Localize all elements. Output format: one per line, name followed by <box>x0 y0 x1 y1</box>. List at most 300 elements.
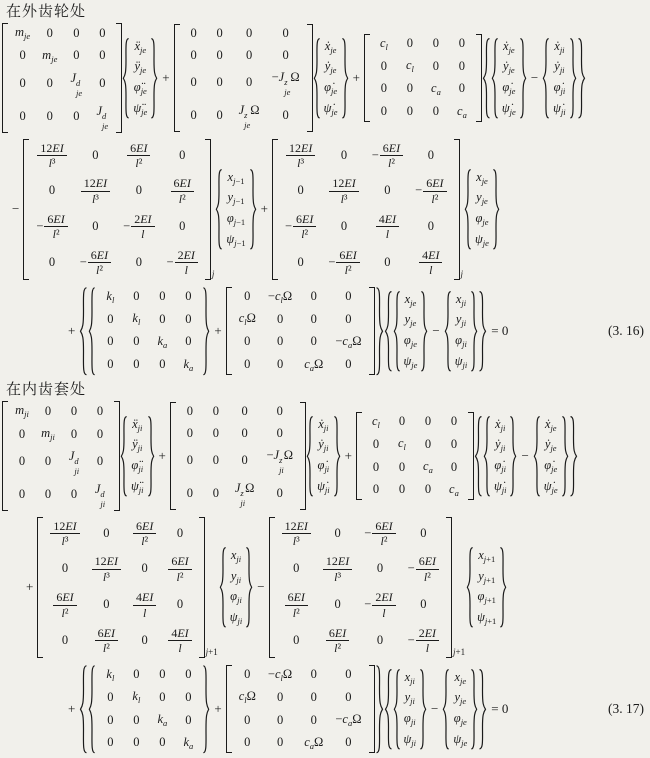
matrix-cell: 0 <box>372 459 380 474</box>
matrix-cell: 0 <box>334 525 341 540</box>
matrix-cell: 0 <box>133 735 140 750</box>
matrix-cell: 0 <box>293 561 300 576</box>
matrix-cell: 0 <box>212 404 219 419</box>
operator: + <box>214 322 222 338</box>
matrix-cell: $c_l\Omega$ <box>238 311 256 328</box>
fraction: − $\frac{6EI}{\text{l²}}$ <box>408 554 439 584</box>
operator: + <box>344 448 352 463</box>
column-vector <box>215 168 256 251</box>
matrix-cell: $\varphï_{je}$ <box>133 79 147 96</box>
matrix-cell: 0 <box>398 414 406 429</box>
matrix-cell: 0 <box>212 486 219 501</box>
matrix-cell: 0 <box>334 597 341 612</box>
matrix <box>23 138 215 281</box>
fraction: − $\frac{6EI}{\text{l²}}$ <box>328 248 359 278</box>
matrix <box>174 23 313 132</box>
matrix-cell: 0 <box>345 311 352 326</box>
curly-brace <box>384 668 393 751</box>
equation-row <box>2 285 650 378</box>
matrix-cell: 0 <box>450 436 458 451</box>
matrix-cell: $\psi_{je}$ <box>403 353 418 370</box>
curly-brace <box>150 37 158 120</box>
fraction: − $\frac{6EI}{\text{l²}}$ <box>36 212 67 242</box>
fraction: $\frac{6EI}{\text{l²}}$ <box>326 626 349 656</box>
curly-brace <box>542 37 550 120</box>
matrix-cell: 0 <box>61 633 69 648</box>
matrix-cell: $\varphi̇_{je}$ <box>544 458 558 474</box>
matrix-cell: 0 <box>244 735 251 750</box>
fraction: $\frac{12EI}{\text{l³}}$ <box>92 554 121 584</box>
matrix-cell: 0 <box>432 104 440 118</box>
matrix-cell: 0 <box>450 459 458 474</box>
matrix-cell: 0 <box>99 76 106 91</box>
matrix-cell: 0 <box>107 689 114 704</box>
matrix-cell: 0 <box>376 633 384 648</box>
matrix-cell <box>133 519 156 549</box>
matrix-cell: $\psi_{ji}$ <box>403 731 416 748</box>
fraction: − $\frac{2EI}{l}$ <box>123 212 154 242</box>
matrix-cell <box>285 212 316 242</box>
matrix-cell: 0 <box>70 487 78 502</box>
matrix-cell <box>364 590 395 620</box>
matrix-cell: ẏ$_{ji}$ <box>495 437 506 454</box>
fraction: $\frac{12EI}{\text{l³}}$ <box>286 141 315 171</box>
matrix-cell: ẋ$_{je}$ <box>544 416 557 433</box>
matrix <box>226 664 375 755</box>
matrix-cell <box>282 519 311 549</box>
matrix-cell: 0 <box>179 219 186 234</box>
matrix-cell: 0 <box>133 289 140 304</box>
matrix-cell: 0 <box>245 26 253 41</box>
curly-brace <box>478 668 487 751</box>
braced-group <box>79 285 383 378</box>
matrix-cell: 0 <box>310 689 317 704</box>
matrix-cell: $y_{ji}$ <box>455 312 467 329</box>
matrix-cell: 0 <box>19 48 26 63</box>
matrix-cell: 0 <box>406 81 414 96</box>
matrix-cell: $\psi̇_{je}$ <box>323 100 338 117</box>
matrix-cell: 0 <box>384 254 391 269</box>
bracket-right <box>454 139 460 280</box>
matrix-cell: 0 <box>340 147 348 162</box>
matrix-cell: 0 <box>245 75 253 90</box>
matrix-cell: $\psi̇_{ji}$ <box>553 100 566 117</box>
matrix-cell: 0 <box>107 735 114 750</box>
curly-brace <box>474 415 483 498</box>
equation-row <box>2 138 650 281</box>
braced-group <box>384 289 488 374</box>
matrix-cell: 0 <box>216 108 223 123</box>
curly-brace <box>569 415 578 498</box>
matrix-cell: $y_{je}$ <box>454 690 467 707</box>
curly-brace <box>482 37 491 120</box>
matrix-cell: ẋ$_{ji}$ <box>318 416 329 433</box>
matrix-cell <box>36 212 67 242</box>
matrix-cell: $y_{ji}$ <box>230 568 242 585</box>
column-vector <box>466 546 507 629</box>
matrix-cell: $y_{je}$ <box>476 190 488 207</box>
matrix-cell <box>408 626 439 656</box>
matrix-cell: ẋ$_{ji}$ <box>554 38 565 55</box>
matrix-cell: 0 <box>18 487 26 502</box>
matrix-cell: 0 <box>99 48 106 63</box>
matrix-cell: $\varphi_{je}$ <box>475 211 489 228</box>
matrix-cell: 0 <box>276 334 284 349</box>
matrix-cell: $y_{j-1}$ <box>227 190 245 207</box>
curly-brace <box>79 286 88 377</box>
column-vector <box>120 415 155 498</box>
section-external-gear <box>2 3 650 380</box>
matrix <box>226 286 375 377</box>
matrix-cell <box>80 248 111 278</box>
matrix-cell: $m_{je}$ <box>15 25 31 42</box>
matrix-cell: 0 <box>133 334 140 349</box>
matrix-cell: $c_a$ <box>423 459 433 475</box>
fraction: $\frac{4EI}{l}$ <box>133 590 156 620</box>
operator: + <box>162 69 170 85</box>
matrix-cell: 0 <box>185 289 192 304</box>
curly-brace <box>561 415 569 498</box>
matrix-cell: $k_l$ <box>132 311 141 328</box>
matrix-cell: 0 <box>424 482 432 497</box>
matrix-cell: $k_a$ <box>157 333 168 350</box>
matrix-cell: 0 <box>450 414 458 429</box>
matrix-cell: 0 <box>310 667 317 682</box>
matrix-cell: 0 <box>406 104 414 118</box>
fraction: $\frac{12EI}{\text{l³}}$ <box>282 519 311 549</box>
matrix-cell: $c_a$ <box>431 80 441 97</box>
curly-brace <box>442 668 450 751</box>
fraction: $\frac{6EI}{\text{l²}}$ <box>133 519 156 549</box>
fraction: $\frac{6EI}{\text{l²}}$ <box>95 626 118 656</box>
bracket-right <box>369 665 375 754</box>
matrix-cell: 0 <box>99 25 106 40</box>
fraction: $\frac{4EI}{l}$ <box>376 212 399 242</box>
matrix-cell: 0 <box>44 403 52 418</box>
matrix-cell: 0 <box>73 109 80 124</box>
matrix-cell: 0 <box>293 633 300 648</box>
matrix-cell: $\psï_{ji}$ <box>131 478 144 495</box>
operator: + <box>68 701 76 716</box>
matrix-cell: 0 <box>244 289 251 304</box>
braced-group <box>79 663 383 756</box>
column-vector <box>393 290 429 373</box>
matrix-cell: 0 <box>159 735 166 750</box>
curly-brace <box>569 37 577 120</box>
matrix-cell: 0 <box>244 357 251 371</box>
matrix-cell: $\psi̇_{je}$ <box>501 100 516 117</box>
column-vector <box>122 37 158 120</box>
column-vector <box>483 415 518 498</box>
curly-brace <box>384 290 393 373</box>
curly-brace <box>313 37 321 120</box>
operator: + <box>68 322 76 338</box>
matrix-cell: $-c_a\Omega$ <box>335 712 362 728</box>
matrix-cell: 0 <box>179 147 186 162</box>
matrix-cell: 0 <box>133 712 140 727</box>
matrix-cell: 0 <box>96 426 104 441</box>
matrix-cell: 0 <box>241 404 248 419</box>
matrix-cell: $\varphi_{je}$ <box>403 332 417 349</box>
matrix-cell: 0 <box>420 525 427 540</box>
equation-3-17 <box>2 399 650 758</box>
curly-brace <box>533 415 541 498</box>
fraction: − $\frac{2EI}{l}$ <box>364 590 395 620</box>
matrix-cell: 0 <box>244 667 251 682</box>
column-vector <box>219 546 254 629</box>
matrix-cell: 0 <box>427 219 434 234</box>
matrix-cell: 0 <box>276 357 284 371</box>
matrix-cell: 0 <box>159 357 166 371</box>
matrix <box>269 516 467 659</box>
section-heading-internal-gear-sleeve: 在内齿套处 <box>6 380 87 399</box>
bracket-right <box>446 517 452 658</box>
matrix-cell: 0 <box>96 454 104 469</box>
equation-row <box>2 400 650 511</box>
matrix-cell: 0 <box>18 426 26 441</box>
matrix-cell: $\psi_{ji}$ <box>229 609 243 626</box>
matrix-cell: 0 <box>384 183 391 198</box>
matrix-cell: $ÿ_{je}$ <box>134 59 147 76</box>
matrix-cell: 0 <box>159 689 166 704</box>
curly-brace <box>393 290 401 373</box>
matrix-cell <box>376 212 399 242</box>
operator: = 0 <box>491 701 509 716</box>
matrix-cell <box>92 554 121 584</box>
matrix-cell <box>329 176 358 206</box>
curly-brace <box>122 37 130 120</box>
matrix-cell: $\varphi̇_{ji}$ <box>317 458 330 474</box>
matrix-cell: 0 <box>458 58 466 73</box>
matrix-cell: 0 <box>107 712 114 727</box>
matrix-cell: $k_l$ <box>106 288 115 305</box>
matrix-cell: 0 <box>276 735 284 750</box>
matrix-subscript: j+1 <box>453 646 466 657</box>
matrix-subscript: j+1 <box>205 646 218 657</box>
matrix-cell: 0 <box>212 426 219 440</box>
matrix-cell <box>167 248 198 278</box>
matrix-cell <box>415 176 446 206</box>
operator: + <box>26 579 34 595</box>
matrix-cell: 0 <box>297 254 304 269</box>
matrix-cell: ẍ$_{je}$ <box>134 38 147 55</box>
matrix-cell: 0 <box>190 108 197 123</box>
curly-brace <box>219 546 227 629</box>
matrix-cell: ẍ$_{ji}$ <box>132 416 143 433</box>
curly-brace <box>483 415 491 498</box>
matrix-cell: ẏ$_{ji}$ <box>554 59 565 76</box>
matrix-cell: $k_a$ <box>183 356 194 373</box>
matrix-cell: 0 <box>276 712 284 727</box>
matrix-cell: 0 <box>424 414 432 429</box>
matrix-cell: 0 <box>186 404 193 419</box>
matrix-cell: 0 <box>176 597 184 612</box>
matrix-cell: 0 <box>107 357 114 371</box>
matrix-cell: 0 <box>380 104 388 118</box>
curly-brace <box>420 290 428 373</box>
matrix-cell: 0 <box>19 76 26 91</box>
matrix-cell: 0 <box>432 36 440 51</box>
matrix-cell: 0 <box>159 311 166 326</box>
matrix-cell: $c_a\Omega$ <box>304 356 324 373</box>
matrix-cell: 0 <box>19 109 26 124</box>
braced-group <box>474 414 578 499</box>
matrix-cell: 0 <box>92 219 99 234</box>
curly-brace <box>499 546 507 629</box>
fraction: $\frac{6EI}{\text{l²}}$ <box>127 141 150 171</box>
matrix <box>272 138 464 281</box>
curly-brace <box>245 546 253 629</box>
matrix-cell: 0 <box>133 667 140 682</box>
curly-brace <box>375 664 384 755</box>
matrix-cell: 0 <box>185 667 192 682</box>
fraction: − $\frac{6EI}{\text{l²}}$ <box>285 212 316 242</box>
curly-brace <box>393 668 401 751</box>
matrix-cell: $y_{ji}$ <box>404 690 415 707</box>
curly-brace <box>419 668 427 751</box>
matrix-cell: 0 <box>244 334 251 349</box>
matrix <box>37 516 218 659</box>
matrix-cell: ẋ$_{ji}$ <box>495 416 506 433</box>
fraction: $\frac{6EI}{\text{l²}}$ <box>171 176 194 206</box>
matrix-cell: 0 <box>276 426 283 440</box>
matrix-cell: $\varphï_{ji}$ <box>131 458 144 474</box>
matrix-cell <box>286 141 315 171</box>
matrix-cell: $k_l$ <box>106 666 115 683</box>
curly-brace <box>202 664 210 755</box>
column-vector <box>306 415 341 498</box>
matrix-cell: 0 <box>46 109 53 124</box>
matrix-cell: $\psi_{ji}$ <box>454 353 468 370</box>
matrix-cell: J d je <box>70 70 83 98</box>
matrix-cell: $c_a\Omega$ <box>304 734 324 751</box>
matrix-cell: $\varphi_{ji}$ <box>403 711 416 727</box>
fraction: − $\frac{6EI}{\text{l²}}$ <box>364 519 395 549</box>
matrix-cell: 0 <box>135 254 142 269</box>
matrix-cell: 0 <box>190 26 197 41</box>
matrix-cell: $-c_l\Omega$ <box>267 288 293 305</box>
operator: + <box>352 69 360 85</box>
matrix-cell <box>168 626 191 656</box>
matrix-cell: 0 <box>135 183 142 198</box>
matrix-cell: 0 <box>70 403 78 418</box>
matrix-cell: $x_{j-1}$ <box>227 169 245 186</box>
matrix-cell: 0 <box>141 561 148 576</box>
matrix-cell: 0 <box>376 561 384 576</box>
fraction: $\frac{12EI}{\text{l³}}$ <box>329 176 358 206</box>
matrix-cell: $\varphi̇_{je}$ <box>324 79 338 96</box>
matrix <box>2 400 120 511</box>
matrix-cell: 0 <box>372 482 380 497</box>
curly-brace <box>375 286 384 377</box>
matrix-cell: J d je <box>96 103 109 131</box>
matrix-cell <box>408 554 439 584</box>
matrix-cell: 0 <box>190 47 197 62</box>
matrix-cell: $c_l$ <box>397 436 406 453</box>
matrix-cell: $\varphi_{j+1}$ <box>477 589 496 606</box>
matrix-cell: $\psi_{je}$ <box>453 731 468 748</box>
matrix-cell: ẏ$_{je}$ <box>503 59 515 76</box>
matrix-cell: 0 <box>73 48 80 63</box>
matrix-cell: 0 <box>241 426 248 440</box>
matrix-cell: 0 <box>96 403 104 418</box>
column-vector <box>393 668 428 751</box>
fraction: − $\frac{2EI}{l}$ <box>167 248 198 278</box>
matrix-cell: $k_l$ <box>132 689 141 706</box>
matrix-cell: J d ji <box>68 448 80 477</box>
curly-brace <box>491 37 499 120</box>
matrix-cell: 0 <box>458 81 466 96</box>
matrix-cell: 0 <box>103 525 110 540</box>
bracket-right <box>369 287 375 376</box>
matrix-cell: 0 <box>70 426 78 441</box>
matrix-cell <box>95 626 118 656</box>
matrix-cell: −J z je Ω <box>271 69 300 97</box>
matrix-cell: $\psi_{j+1}$ <box>477 609 497 626</box>
fraction: $\frac{12EI}{\text{l³}}$ <box>50 519 79 549</box>
matrix-cell: 0 <box>297 183 304 198</box>
matrix-cell: $-c_a\Omega$ <box>335 333 362 350</box>
matrix-cell: $x_{j+1}$ <box>478 547 496 564</box>
matrix-cell: 0 <box>241 453 248 468</box>
matrix-cell <box>168 554 191 584</box>
matrix-cell: 0 <box>159 289 166 304</box>
curly-brace <box>306 415 314 498</box>
matrix-cell: 0 <box>406 36 414 51</box>
matrix-cell: 0 <box>185 334 192 349</box>
matrix-cell: $\psi̇_{je}$ <box>543 478 558 495</box>
matrix-cell: 0 <box>276 404 283 419</box>
matrix-cell: $\psï_{je}$ <box>133 100 148 117</box>
matrix-cell: 0 <box>185 689 192 704</box>
matrix-cell: 0 <box>186 486 193 501</box>
matrix-cell: $k_a$ <box>157 712 168 728</box>
matrix-cell: $c_l$ <box>371 413 380 430</box>
curly-brace <box>147 415 155 498</box>
matrix-cell: $\varphi̇_{je}$ <box>502 79 516 96</box>
matrix <box>88 286 210 377</box>
matrix-cell: 0 <box>282 26 289 41</box>
matrix-cell: $\varphi_{ji}$ <box>230 589 242 606</box>
operator: + <box>158 448 166 463</box>
matrix-cell: 0 <box>310 311 317 326</box>
matrix-cell: 0 <box>345 289 352 304</box>
matrix-cell: ẋ$_{je}$ <box>503 38 515 55</box>
matrix-cell: $\psi_{j-1}$ <box>226 231 246 248</box>
fraction: $\frac{4EI}{l}$ <box>168 626 191 656</box>
braced-group <box>482 36 586 121</box>
fraction: $\frac{12EI}{\text{l³}}$ <box>81 176 110 206</box>
matrix-cell: $c_a$ <box>457 103 467 120</box>
matrix-cell: $x_{ji}$ <box>455 291 467 308</box>
operator: − <box>432 322 440 338</box>
operator: + <box>260 201 268 217</box>
matrix-subscript: j <box>460 268 464 279</box>
matrix-cell: 0 <box>345 735 352 750</box>
fraction: $\frac{6EI}{\text{l²}}$ <box>168 554 191 584</box>
column-vector <box>542 37 577 120</box>
matrix-cell: 0 <box>48 183 56 198</box>
fraction: $\frac{12EI}{\text{l³}}$ <box>323 554 352 584</box>
matrix-cell <box>328 248 359 278</box>
matrix-subscript: j <box>211 268 215 279</box>
matrix-cell: $ÿ_{ji}$ <box>132 437 143 454</box>
matrix-cell <box>326 626 349 656</box>
matrix-cell: 0 <box>245 47 253 62</box>
operator: = 0 <box>491 322 509 338</box>
matrix-cell: 0 <box>107 334 114 349</box>
matrix-cell: 0 <box>190 75 197 90</box>
